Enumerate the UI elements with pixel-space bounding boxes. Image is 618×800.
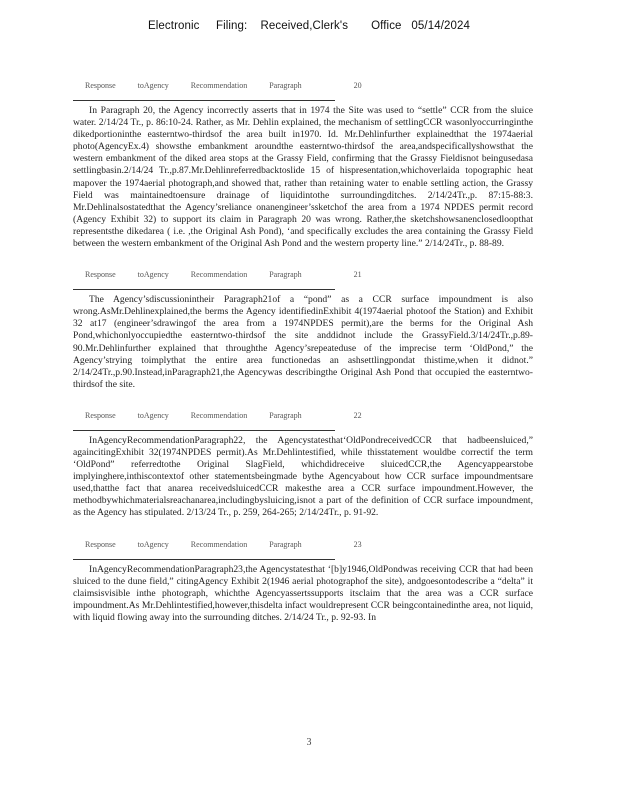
heading-word-paragraph: Paragraph (269, 410, 302, 420)
document-body (73, 72, 533, 635)
section-body-text: InAgencyRecommendationParagraph22, the Agencystatesthat‘OldPondreceivedCCR that hadbeensluiced,” againcitingExhibit 32(1974NPDES permit).As Mr.Dehlintestified, while thisstatement wouldbe correctif the term ‘OldPond” referredtothe Original SlagField, whichdidreceive sluicedCCR,the Agencyappearstobe implyinghere,inthiscontextof other statementsbeingmade bythe Agencyabout how CCR surface impoundmentsare used,thatthe fact that anarea receivedsluicedCCR makesthe area a CCR surface impoundment.However, the methodbywhichmaterialsreachanarea,includingbysluicing,isnot a part of the definition of CCR surface impoundment, as the Agency has stipulated. 2/13/24 Tr., p. 259, 264-265; 2/14/24Tr., p. 91-92. (73, 434, 533, 519)
section-heading (73, 402, 362, 431)
heading-word-response: Response (85, 410, 116, 420)
page-number: 3 (306, 737, 312, 748)
section-heading (73, 261, 362, 290)
heading-paragraph-number: 23 (353, 539, 362, 549)
section-paragraph-21 (73, 261, 533, 391)
heading-word-response: Response (85, 539, 116, 549)
heading-word-response: Response (85, 81, 116, 90)
heading-paragraph-number: 22 (353, 410, 362, 420)
efiling-stamp: Electronic Filing: Received,Clerk's Office 05/14/2024 (148, 20, 470, 32)
heading-word-paragraph: Paragraph (269, 270, 302, 280)
heading-word-to-agency: toAgency (137, 539, 169, 549)
section-body-text: The Agency’sdiscussionintheir Paragraph21of a “pond” as a CCR surface impoundment is also wrong.AsMr.Dehlinexplained,the berms the Agency identifiedinExhibit 4(1974aerial photoof the Station) and Exhibit 32 at17 (engineer’sdrawingof the area from a 1974NPDES permit),are the berms for the Original Ash Pond,whichonlyoccupiedthe easterntwo-thirdsof the site anddidnot include the GrassyField.3/14/24Tr.,p.89-90.Mr.Dehlinfurther explained that throughthe Agency’srepeateduse of the imprecise term ‘OldPond,” the Agency’strying toimplythat the entire area functionedas an ashsettlingpondat thistime,when it didnot.” 2/14/24Tr.,p.90.Instead,inParagraph21,the Agencywas describingthe Original Ash Pond that occupied the easterntwo-thirdsof the site. (73, 294, 533, 390)
heading-word-to-agency: toAgency (137, 270, 169, 280)
section-body-text: In Paragraph 20, the Agency incorrectly asserts that in 1974 the Site was used to “settle” CCR from the sluice water. 2/14/24 Tr., p. 86:10-24. Rather, as Mr. Dehlin explained, the mechanism of settlingCCR wasonlyoccurringinthe dikedportioninthe easterntwo-thirdsof the area built in1970. Id. Mr.Dehlinfurther explainedthat the 1974aerial photo(AgencyEx.4) showsthe embankment aroundthe easterntwo-thirdsof the area,andspecificallyshowsthat the western embankment of the diked area stops at the Grassy Field, confirming that the Grassy Fieldisnot beingusedasa settlingbasin.2/14/24 Tr.,p.87.Mr.Dehlinreferredbacktoslide 15 of hispresentation,whichoverlaida topographic heat mapover the 1974aerial photograph,and showed that, rather than retaining water to enable settling action, the Grassy Field was maintainedtoensure drainage of liquidintothe surroundingditches. 2/14/24Tr.,p. 87:15-88:3. Mr.Dehlinalsostatedthat the Agency’sreliance onanengineer’ssketchof the area from a 1974 NPDES permit record (Agency Exhibit 32) to support its claim in Paragraph 20 was wrong. Rather,the sketchshowsanenclosedloopthat representsthe dikedarea ( i.e. ,the Original Ash Pond), ‘and specifically excludes the area containing the Grassy Field between the western embankment of the Original Ash Pond and the western property line.” 2/14/24Tr., p. 88-89. (73, 105, 533, 250)
heading-word-to-agency: toAgency (137, 410, 169, 420)
section-paragraph-23 (73, 531, 533, 624)
heading-word-recommendation: Recommendation (190, 270, 248, 280)
section-heading (73, 72, 362, 101)
section-heading (73, 531, 362, 560)
heading-word-paragraph: Paragraph (269, 539, 302, 549)
section-paragraph-22 (73, 402, 533, 520)
heading-word-paragraph: Paragraph (269, 81, 302, 90)
section-paragraph-20 (73, 72, 533, 250)
heading-word-recommendation: Recommendation (190, 81, 248, 90)
heading-word-to-agency: toAgency (137, 81, 169, 90)
heading-word-recommendation: Recommendation (190, 410, 248, 420)
heading-word-recommendation: Recommendation (190, 539, 248, 549)
heading-word-response: Response (85, 270, 116, 280)
section-body-text: InAgencyRecommendationParagraph23,the Agencystatesthat ‘[b]y1946,OldPondwas receiving CCR that had been sluiced to the dune field,” citingAgency Exhibit 2(1946 aerial photographof the site), andgoesontodescribe a “delta” it claimsisvisible inthe photograph, whichthe Agencyassertssupports itsclaim that the area was a CCR surface impoundment.As Mr.Dehlintestified,however,thisdelta infact wouldrepresent CCR beingcontainedinthe area, not liquid, with liquid flowing away into the surrounding ditches. 2/14/24 Tr., p. 92-93. In (73, 563, 533, 623)
heading-paragraph-number: 21 (353, 270, 362, 280)
heading-paragraph-number: 20 (353, 81, 362, 90)
